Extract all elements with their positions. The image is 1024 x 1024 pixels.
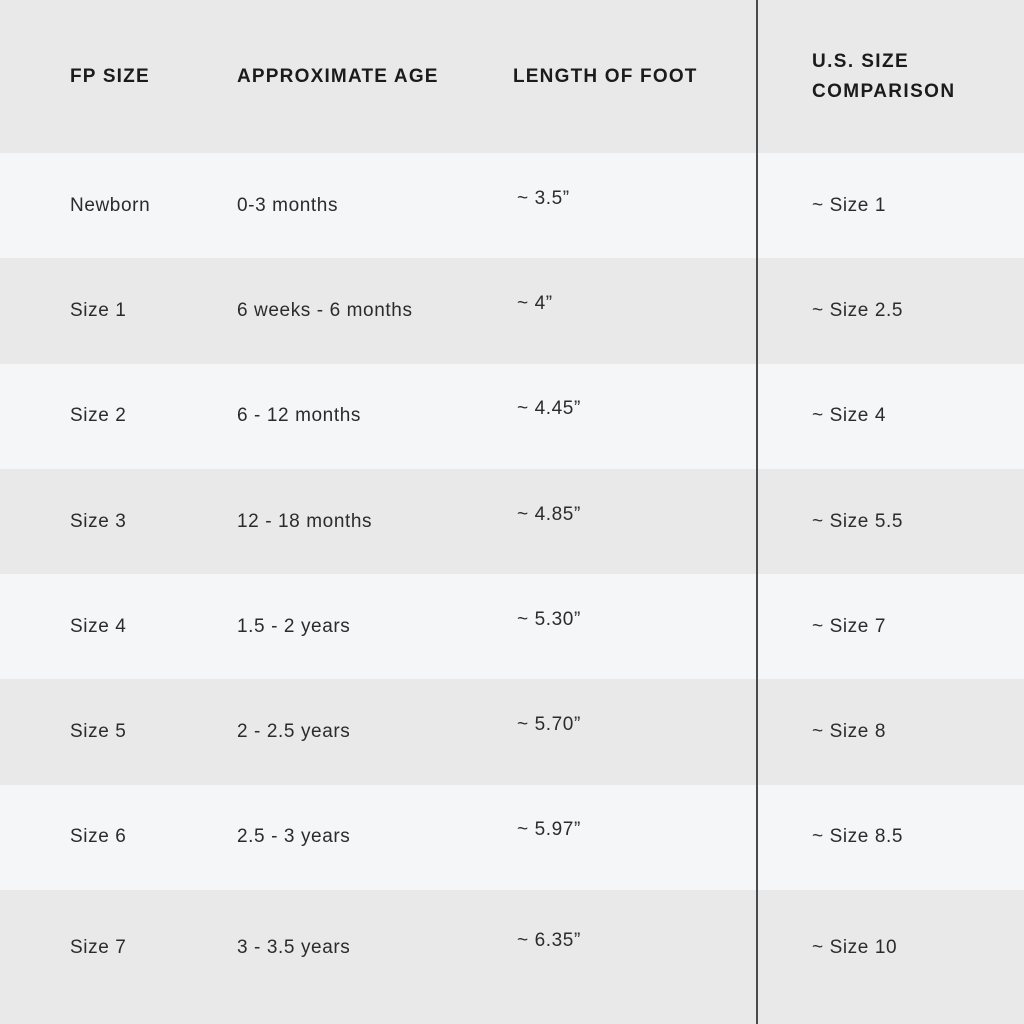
table-row-newborn [0,153,1024,258]
fp-size-cell: Newborn [70,194,151,216]
age-cell: 0-3 months [237,194,339,216]
foot-length-cell: ~ 5.30” [517,608,581,630]
header-row [0,0,1024,153]
age-cell: 12 - 18 months [237,510,373,532]
age-cell: 6 - 12 months [237,405,361,427]
foot-length-cell: ~ 5.70” [517,714,581,736]
fp-size-cell: Size 6 [70,826,127,848]
age-cell: 2.5 - 3 years [237,826,351,848]
us-size-cell: ~ Size 8.5 [812,826,904,848]
fp-size-cell: Size 2 [70,405,127,427]
column-header-fp-size: FP SIZE [70,65,150,87]
foot-length-cell: ~ 6.35” [517,930,581,952]
table-row-size-3 [0,469,1024,574]
us-size-cell: ~ Size 8 [812,721,886,743]
foot-length-cell: ~ 4.45” [517,398,581,420]
us-size-header-line1: U.S. SIZE [812,50,910,72]
column-header-length-of-foot: LENGTH OF FOOT [513,65,698,87]
table-row-size-4 [0,574,1024,679]
age-cell: 1.5 - 2 years [237,615,351,637]
foot-length-cell: ~ 3.5” [517,187,570,209]
table-row-size-2 [0,364,1024,469]
foot-length-cell: ~ 5.97” [517,819,581,841]
column-header-approximate-age: APPROXIMATE AGE [237,65,439,87]
fp-size-cell: Size 3 [70,510,127,532]
us-size-header-line2: COMPARISON [812,80,956,102]
table-row-size-1 [0,258,1024,363]
foot-length-cell: ~ 4.85” [517,503,581,525]
us-size-cell: ~ Size 1 [812,194,886,216]
us-size-cell: ~ Size 7 [812,615,886,637]
age-cell: 2 - 2.5 years [237,721,351,743]
table-row-size-7 [0,890,1024,1024]
age-cell: 3 - 3.5 years [237,937,351,959]
us-size-cell: ~ Size 2.5 [812,299,904,321]
us-size-cell: ~ Size 5.5 [812,510,904,532]
column-header-us-size-comparison [758,47,1024,107]
us-size-cell: ~ Size 10 [812,937,898,959]
fp-size-cell: Size 5 [70,721,127,743]
us-size-cell: ~ Size 4 [812,405,886,427]
column-divider [756,0,758,1024]
fp-size-cell: Size 4 [70,615,127,637]
foot-length-cell: ~ 4” [517,292,553,314]
fp-size-cell: Size 1 [70,299,127,321]
table-row-size-6 [0,785,1024,890]
table-row-size-5 [0,679,1024,784]
fp-size-cell: Size 7 [70,937,127,959]
age-cell: 6 weeks - 6 months [237,299,413,321]
